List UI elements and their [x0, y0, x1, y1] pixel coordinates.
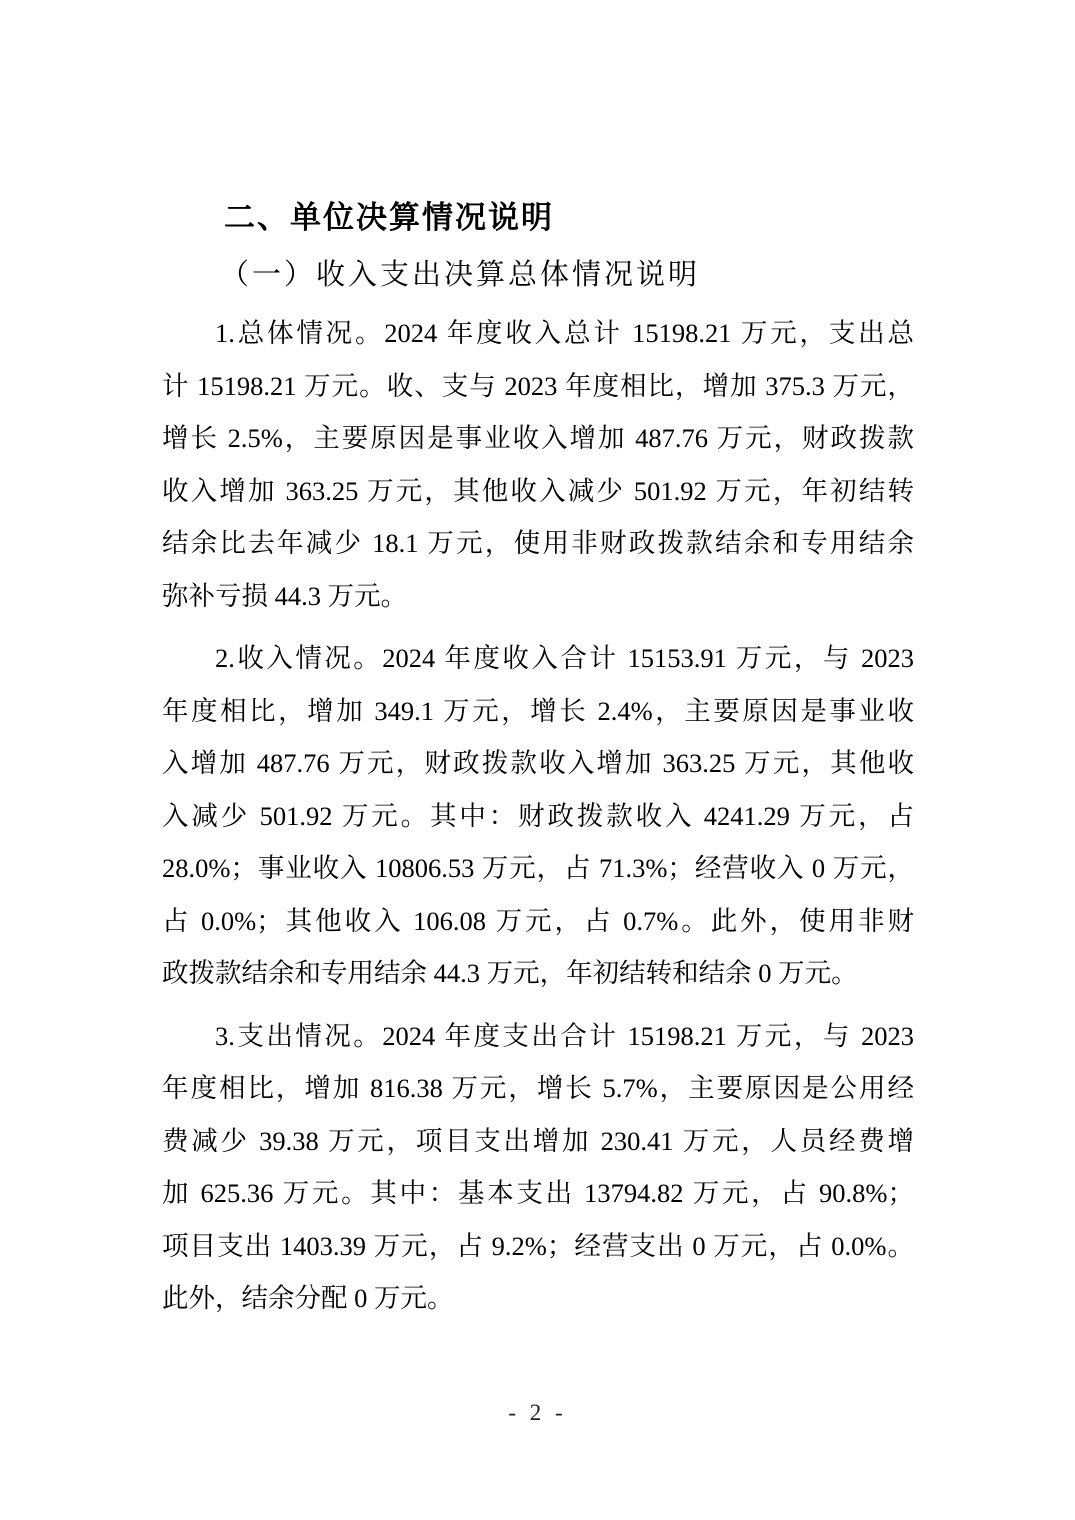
text-line: 政拨款结余和专用结余 44.3 万元，年初结转和结余 0 万元。: [162, 958, 858, 988]
subsection-heading: （一）收入支出决算总体情况说明: [220, 259, 701, 291]
text-line: 占 0.0%；其他收入 106.08 万元，占 0.7%。此外，使用非财: [162, 905, 914, 936]
text-line: 项目支出 1403.39 万元，占 9.2%；经营支出 0 万元，占 0.0%。: [162, 1230, 914, 1261]
document-content: [162, 192, 914, 1325]
section-heading: 二、单位决算情况说明: [224, 200, 554, 235]
text-line: 入减少 501.92 万元。其中：财政拨款收入 4241.29 万元，占: [162, 800, 914, 831]
text-line: 加 625.36 万元。其中：基本支出 13794.82 万元，占 90.8%；: [162, 1178, 914, 1208]
text-line: 入增加 487.76 万元，财政拨款收入增加 363.25 万元，其他收: [162, 748, 914, 778]
paragraph-overall: [162, 307, 914, 622]
text-line: 2.收入情况。2024 年度收入合计 15153.91 万元，与 2023: [215, 643, 914, 673]
text-line: 结余比去年减少 18.1 万元，使用非财政拨款结余和专用结余: [162, 528, 914, 558]
text-line: 计 15198.21 万元。收、支与 2023 年度相比，增加 375.3 万元，: [162, 370, 914, 401]
text-line: 3.支出情况。2024 年度支出合计 15198.21 万元，与 2023: [215, 1020, 914, 1051]
text-line: 年度相比，增加 349.1 万元，增长 2.4%，主要原因是事业收: [162, 695, 914, 726]
paragraph-income: [162, 632, 914, 1000]
page-number: - 2 -: [508, 1400, 567, 1425]
text-line: 费减少 39.38 万元，项目支出增加 230.41 万元，人员经费增: [162, 1125, 914, 1156]
text-line: 1.总体情况。2024 年度收入总计 15198.21 万元，支出总: [215, 318, 914, 348]
text-line: 此外，结余分配 0 万元。: [162, 1283, 454, 1313]
text-line: 收入增加 363.25 万元，其他收入减少 501.92 万元，年初结转: [162, 475, 914, 506]
paragraph-expenditure: [162, 1010, 914, 1325]
text-line: 28.0%；事业收入 10806.53 万元，占 71.3%；经营收入 0 万元，: [162, 853, 914, 883]
text-line: 增长 2.5%，主要原因是事业收入增加 487.76 万元，财政拨款: [162, 423, 914, 453]
text-line: 弥补亏损 44.3 万元。: [162, 580, 408, 611]
text-line: 年度相比，增加 816.38 万元，增长 5.7%，主要原因是公用经: [162, 1073, 914, 1103]
